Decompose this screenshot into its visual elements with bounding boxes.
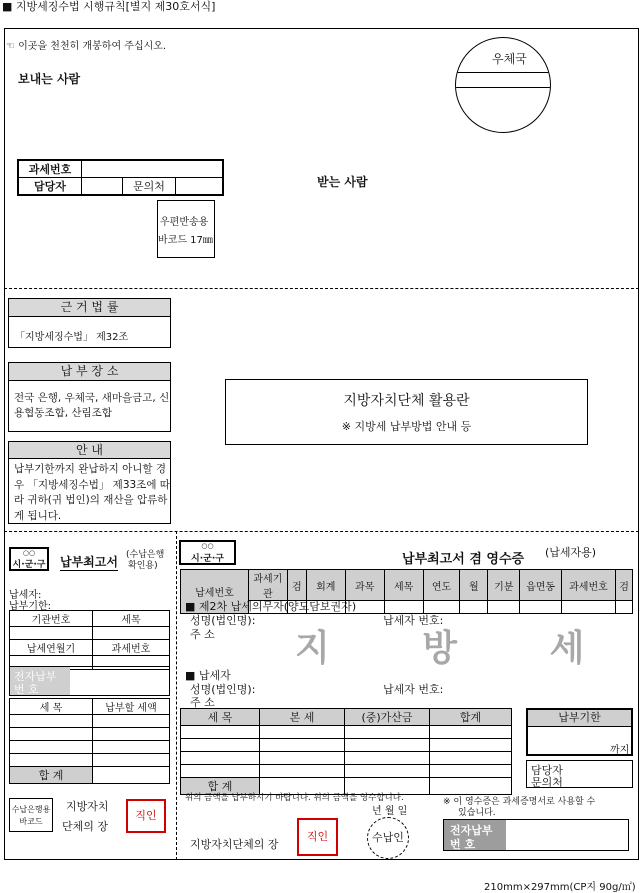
officer-label: 담당자 [18,178,82,196]
head-label: 지방자치단체의 장 [190,838,279,851]
grid-header-cell: 월 [460,570,488,601]
officer-box: 담당자 문의처 [526,760,633,788]
grid-body-cell [488,601,520,614]
return-barcode: 우편반송용 바코드 17㎜ [157,200,215,258]
tax-no-label: 과세번호 [18,160,82,178]
main-amount-table: 세 목 본 세 (중)가산금 합계 합 계 [180,708,512,795]
request-text: 위의 금액을 납부하시기 바랍니다. 위의 금액을 영수합니다. [185,793,404,803]
main-office-badge: ○○ 시·군·구 [179,540,236,565]
stub-epay-box: 전자납부 번 호 [9,666,170,696]
grid-body-cell [561,601,616,614]
stub-amount-table: 세 목 납부할 세액 합 계 [9,698,170,784]
guide-title: 안 내 [9,442,170,459]
legal-basis-text: 「지방세징수법」 제32조 [15,332,129,343]
second-obligor: ■ 제2차 납세의무자(양도담보권자) [185,600,357,613]
tax-number-table [17,159,224,196]
grid-header-cell: 과세기관 [248,570,287,601]
local-use-box [225,379,588,445]
main-title: 납부최고서 겸 영수증 [402,552,525,567]
stub-seal: 직인 [126,799,166,833]
date-text: 년 월 일 [372,806,408,817]
grid-header-cell: 검 [616,570,633,601]
grid-body-cell [520,601,561,614]
main-seal: 직인 [297,818,338,856]
pay-place-title: 납 부 장 소 [9,363,170,381]
inquiry-label: 문의처 [123,178,176,196]
due-date-box: 납부기한 까지 [526,708,633,756]
grid-header-cell: 납세번호 [181,570,249,614]
grid-header-cell: 회계 [306,570,345,601]
local-use-sub: ※ 지방세 납부방법 안내 등 [341,420,472,433]
stub-title: 납부최고서 [60,555,118,569]
fold-line [4,288,639,289]
stub-due: 납부기한: [9,601,52,612]
local-use-title: 지방자치단체 활용란 [343,393,470,409]
pay-place-text: 전국 은행, 우체국, 새마을금고, 신용협동조합, 산림조합 [14,392,170,419]
tear-line-vertical [176,531,177,860]
stub-code-table: 기관번호 세목 납세연월기 과세번호 [9,610,170,670]
guide-text: 납부기한까지 완납하지 아니할 경우 「지방세징수법」 제33조에 따라 귀하(귀 법인)의 재산을 압류하게 됩니다. [14,463,170,522]
main-epay-box: 전자납부 번 호 [443,819,629,851]
receiver-label: 받는 사람 [317,175,368,189]
pay-place-box [8,362,171,432]
sender-label: 보내는 사람 [18,72,81,86]
grid-header-cell: 연도 [423,570,460,601]
grid-header-cell: 기분 [488,570,520,601]
form-title: ■ 지방세징수법 시행규칙[별지 제30호서식] [2,0,216,13]
legal-basis-title: 근 거 법 률 [9,299,170,317]
grid-header-cell: 과세번호 [561,570,616,601]
grid-body-cell [460,601,488,614]
grid-header-cell: 읍면동 [520,570,561,601]
postage-label: 우체국 [492,52,527,66]
paper-size: 210mm×297mm(CP지 90g/㎡) [484,882,636,893]
stub-office-badge: ○○ 시·군·구 [9,547,49,571]
tax-watermark: 지 방 세 [295,628,625,669]
stub-barcode: 수납은행용 바코드 [9,798,53,832]
open-notice: ☜ 이곳을 천천히 개봉하여 주십시오. [6,41,167,52]
grid-header-cell: 검 [287,570,306,601]
receipt-seal: 수납인 [367,817,409,859]
tear-line [4,531,639,532]
guide-box [8,441,171,524]
main-title-sub: (납세자용) [545,546,597,559]
grid-header-cell: 과목 [345,570,384,601]
taxpayer-section: ■ 납세자 [185,669,231,682]
legal-basis-box [8,298,171,348]
stub-taxpayer: 납세자: [9,590,42,601]
grid-header-cell: 세목 [384,570,423,601]
grid-body-cell [616,601,633,614]
